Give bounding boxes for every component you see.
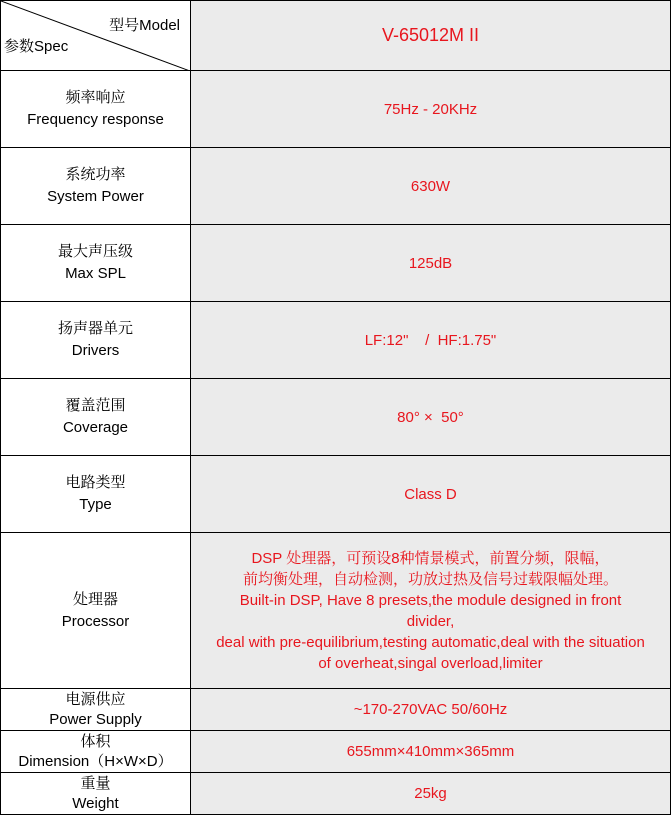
label-en: Dimension（H×W×D） <box>18 752 173 770</box>
header-corner-cell <box>1 1 191 71</box>
label-cn: 重量 <box>80 774 111 792</box>
header-row <box>1 1 671 71</box>
row-type <box>1 456 671 533</box>
row-dimension <box>1 731 671 773</box>
row-label <box>1 379 191 456</box>
row-frequency-response <box>1 71 671 148</box>
row-label <box>1 773 191 815</box>
row-power-supply <box>1 689 671 731</box>
label-en: Type <box>79 496 112 513</box>
label-en: Max SPL <box>65 265 126 282</box>
row-label <box>1 71 191 148</box>
processor-line: 前均衡处理，自动检测，功放过热及信号过载限幅处理。 <box>242 570 618 588</box>
label-en: System Power <box>47 188 144 205</box>
row-value: ~170-270VAC 50/60Hz <box>191 689 671 731</box>
label-cn: 处理器 <box>72 590 118 608</box>
row-label <box>1 456 191 533</box>
label-cn: 体积 <box>80 732 111 750</box>
row-label <box>1 225 191 302</box>
model-header-label: 型号Model <box>109 17 180 34</box>
label-en: Drivers <box>71 342 120 359</box>
label-en: Coverage <box>62 419 129 436</box>
row-label <box>1 689 191 731</box>
label-cn: 电路类型 <box>65 474 126 491</box>
label-cn: 电源供应 <box>65 690 126 708</box>
label-cn: 系统功率 <box>65 166 126 183</box>
row-label <box>1 731 191 773</box>
spec-header-label: 参数Spec <box>4 38 69 55</box>
row-weight <box>1 773 671 815</box>
row-value: 75Hz - 20KHz <box>191 71 671 148</box>
row-processor <box>1 533 671 689</box>
row-value <box>191 533 671 689</box>
row-drivers <box>1 302 671 379</box>
row-value: LF:12" / HF:1.75" <box>191 302 671 379</box>
processor-line: divider, <box>406 612 455 630</box>
row-coverage <box>1 379 671 456</box>
row-value: 655mm×410mm×365mm <box>191 731 671 773</box>
row-label <box>1 302 191 379</box>
row-value: 25kg <box>191 773 671 815</box>
processor-line: Built-in DSP, Have 8 presets,the module designed in front <box>239 591 622 609</box>
label-cn: 扬声器单元 <box>57 320 133 337</box>
processor-line: of overheat,singal overload,limiter <box>318 654 543 672</box>
label-cn: 最大声压级 <box>57 243 133 260</box>
processor-line: deal with pre-equilibrium,testing automatic,deal with the situation <box>216 633 645 651</box>
row-value: 630W <box>191 148 671 225</box>
label-cn: 覆盖范围 <box>65 397 126 414</box>
label-en: Frequency response <box>27 111 164 128</box>
row-label <box>1 148 191 225</box>
row-value: 80° × 50° <box>191 379 671 456</box>
label-en: Weight <box>72 794 119 812</box>
label-en: Processor <box>61 612 130 630</box>
row-value: Class D <box>191 456 671 533</box>
row-max-spl <box>1 225 671 302</box>
row-system-power <box>1 148 671 225</box>
row-value: 125dB <box>191 225 671 302</box>
label-en: Power Supply <box>49 710 142 728</box>
processor-line: DSP 处理器，可预设8种情景模式，前置分频，限幅， <box>251 549 610 567</box>
label-cn: 频率响应 <box>65 89 126 106</box>
row-label <box>1 533 191 689</box>
model-value: V-65012M II <box>191 1 671 71</box>
